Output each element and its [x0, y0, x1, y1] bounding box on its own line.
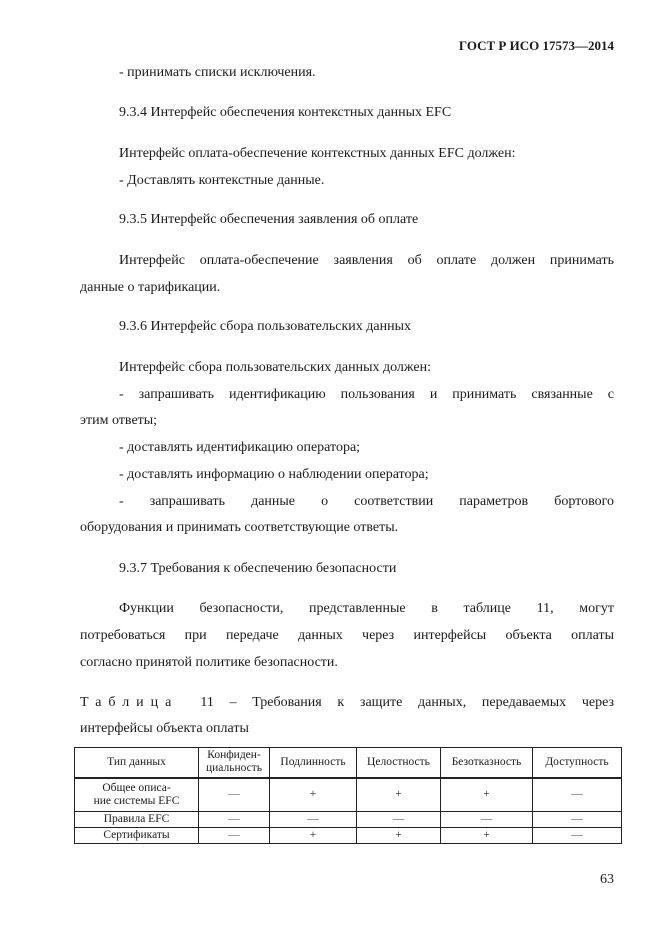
table-caption-label: Таблица: [80, 695, 179, 710]
column-header-integrity: Целостность: [357, 748, 441, 778]
column-header-confidentiality-line1: Конфиден-: [207, 749, 261, 762]
row-label: [75, 778, 199, 812]
cell-integrity: +: [357, 828, 441, 844]
column-header-data-type: Тип данных: [75, 748, 199, 778]
cell-availability: —: [533, 828, 622, 844]
table-caption-line2: интерфейсы объекта оплаты: [80, 721, 249, 736]
section-heading-9-3-5: 9.3.5 Интерфейс обеспечения заявления об оплате: [119, 212, 419, 227]
security-requirements-table: [74, 747, 622, 844]
document-header-code: ГОСТ Р ИСО 17573—2014: [458, 38, 614, 53]
cell-integrity: —: [357, 812, 441, 828]
bullet-request-obe-params-line1: - запрашивать данные о соответствии параметров бортового: [119, 494, 614, 509]
cell-non-repudiation: —: [441, 812, 533, 828]
paragraph-9-3-5-line2: данные о тарификации.: [80, 280, 221, 295]
cell-availability: —: [533, 812, 622, 828]
bullet-request-identification-line1: - запрашивать идентификацию пользования и принимать связанные с: [119, 387, 614, 402]
cell-authenticity: —: [270, 812, 357, 828]
table-caption-line1: [80, 695, 614, 711]
paragraph-9-3-7-line1: Функции безопасности, представленные в таблице 11, могут: [119, 601, 614, 616]
column-header-availability: Доступность: [533, 748, 622, 778]
section-heading-9-3-7: 9.3.7 Требования к обеспечению безопасности: [119, 561, 397, 576]
section-heading-9-3-4: 9.3.4 Интерфейс обеспечения контекстных данных EFC: [119, 105, 452, 120]
page-number: 63: [600, 872, 614, 887]
cell-non-repudiation: +: [441, 778, 533, 812]
row-label: Сертификаты: [75, 828, 199, 844]
cell-availability: —: [533, 778, 622, 812]
cell-confidentiality: —: [199, 778, 270, 812]
table-caption-title: 11 – Требования к защите данных, передаваемых через: [200, 695, 614, 710]
paragraph-9-3-5-line1: Интерфейс оплата-обеспечение заявления об оплате должен принимать: [119, 253, 614, 268]
paragraph-9-3-4-intro: Интерфейс оплата-обеспечение контекстных данных EFC должен:: [119, 146, 516, 161]
column-header-non-repudiation: Безотказность: [441, 748, 533, 778]
row-label-line2: ние системы EFC: [93, 794, 180, 807]
column-header-confidentiality: [199, 748, 270, 778]
paragraph-9-3-6-intro: Интерфейс сбора пользовательских данных должен:: [119, 360, 431, 375]
cell-confidentiality: —: [199, 812, 270, 828]
column-header-authenticity: Подлинность: [270, 748, 357, 778]
bullet-deliver-operator-id: - доставлять идентификацию оператора;: [119, 440, 361, 455]
cell-confidentiality: —: [199, 828, 270, 844]
cell-non-repudiation: +: [441, 828, 533, 844]
table-row: [75, 828, 622, 844]
paragraph-9-3-7-line2: потребоваться при передаче данных через интерфейсы объекта оплаты: [80, 628, 614, 643]
bullet-deliver-observation-info: - доставлять информацию о наблюдении оператора;: [119, 467, 429, 482]
bullet-request-identification-line2: этим ответы;: [80, 413, 158, 428]
row-label: Правила EFC: [75, 812, 199, 828]
table-row: [75, 778, 622, 812]
column-header-confidentiality-line2: циальность: [205, 762, 263, 775]
table-header-row: [75, 748, 622, 778]
table-row: [75, 812, 622, 828]
cell-authenticity: +: [270, 828, 357, 844]
cell-authenticity: +: [270, 778, 357, 812]
bullet-deliver-context-data: - Доставлять контекстные данные.: [119, 173, 325, 188]
row-label-line1: Общее описа-: [102, 781, 171, 794]
bullet-exclusion-lists: - принимать списки исключения.: [119, 65, 316, 80]
bullet-request-obe-params-line2: оборудования и принимать соответствующие ответы.: [80, 520, 399, 535]
section-heading-9-3-6: 9.3.6 Интерфейс сбора пользовательских данных: [119, 319, 411, 334]
cell-integrity: +: [357, 778, 441, 812]
paragraph-9-3-7-line3: согласно принятой политике безопасности.: [80, 655, 338, 670]
